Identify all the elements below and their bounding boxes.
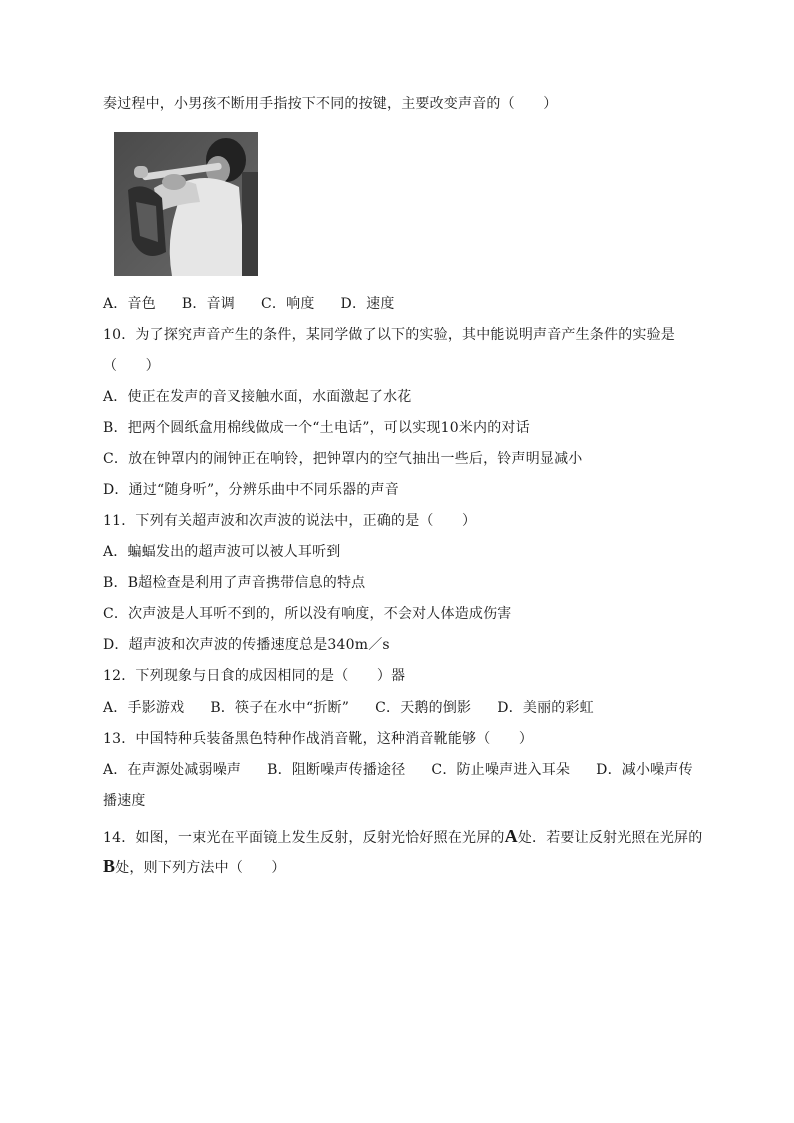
q12-option-a[interactable]: A．手影游戏: [103, 700, 185, 716]
q12-option-b[interactable]: B．筷子在水中“折断”: [210, 700, 350, 716]
q14-stem-line1: [103, 826, 702, 848]
q10-stem-line1: 10．为了探究声音产生的条件，某同学做了以下的实验，其中能说明声音产生条件的实验是: [103, 327, 676, 343]
q14-text-2: 处．若要让反射光照在光屏的: [517, 830, 703, 846]
q9-options: [103, 294, 421, 314]
q10-stem-line2: （ ）: [103, 358, 160, 374]
q11-option-a[interactable]: A．蝙蝠发出的超声波可以被人耳听到: [103, 544, 341, 560]
q12-options: [103, 698, 620, 718]
q14-text-3: 处，则下列方法中（ ）: [115, 860, 286, 876]
q9-stem: 奏过程中，小男孩不断用手指按下不同的按键，主要改变声音的（ ）: [103, 96, 558, 112]
q11-stem: 11．下列有关超声波和次声波的说法中，正确的是（ ）: [103, 513, 477, 529]
q11-option-c[interactable]: C．次声波是人耳听不到的，所以没有响度，不会对人体造成伤害: [103, 606, 512, 622]
q12-option-d[interactable]: D．美丽的彩虹: [497, 700, 594, 716]
q14-point-a: A: [504, 826, 518, 846]
q13-option-d[interactable]: D．减小噪声传: [596, 762, 693, 778]
q12-option-c[interactable]: C．天鹅的倒影: [375, 700, 472, 716]
q10-option-c[interactable]: C．放在钟罩内的闹钟正在响铃，把钟罩内的空气抽出一些后，铃声明显减小: [103, 451, 583, 467]
q13-option-b[interactable]: B．阻断噪声传播途径: [267, 762, 406, 778]
q14-stem-line2: [103, 856, 286, 878]
q9-option-d[interactable]: D．速度: [340, 296, 395, 312]
q14-text-1: 14．如图，一束光在平面镜上发生反射，反射光恰好照在光屏的: [103, 830, 505, 846]
q10-option-a[interactable]: A．使正在发声的音叉接触水面，水面激起了水花: [103, 389, 412, 405]
q13-stem: 13．中国特种兵装备黑色特种作战消音靴，这种消音靴能够（ ）: [103, 731, 534, 747]
q14-point-b: B: [103, 856, 116, 876]
q10-option-b[interactable]: B．把两个圆纸盒用棉线做成一个“土电话”，可以实现10米内的对话: [103, 420, 530, 436]
q13-option-c[interactable]: C．防止噪声进入耳朵: [431, 762, 571, 778]
q11-option-d[interactable]: D．超声波和次声波的传播速度总是340m／s: [103, 637, 390, 653]
q11-option-b[interactable]: B．B超检查是利用了声音携带信息的特点: [103, 575, 366, 591]
q10-option-d[interactable]: D．通过“随身听”，分辨乐曲中不同乐器的声音: [103, 482, 399, 498]
q9-option-c[interactable]: C．响度: [261, 296, 315, 312]
q13-option-a[interactable]: A．在声源处减弱噪声: [103, 762, 242, 778]
boy-playing-instrument-photo: [114, 132, 258, 276]
q9-option-b[interactable]: B．音调: [181, 296, 236, 312]
q12-stem: 12．下列现象与日食的成因相同的是（ ）器: [103, 668, 406, 684]
q13-option-d-continued: 播速度: [103, 793, 146, 809]
q13-options: [103, 760, 693, 780]
q9-option-a[interactable]: A．音色: [103, 296, 156, 312]
photo-illustration: [114, 132, 258, 276]
